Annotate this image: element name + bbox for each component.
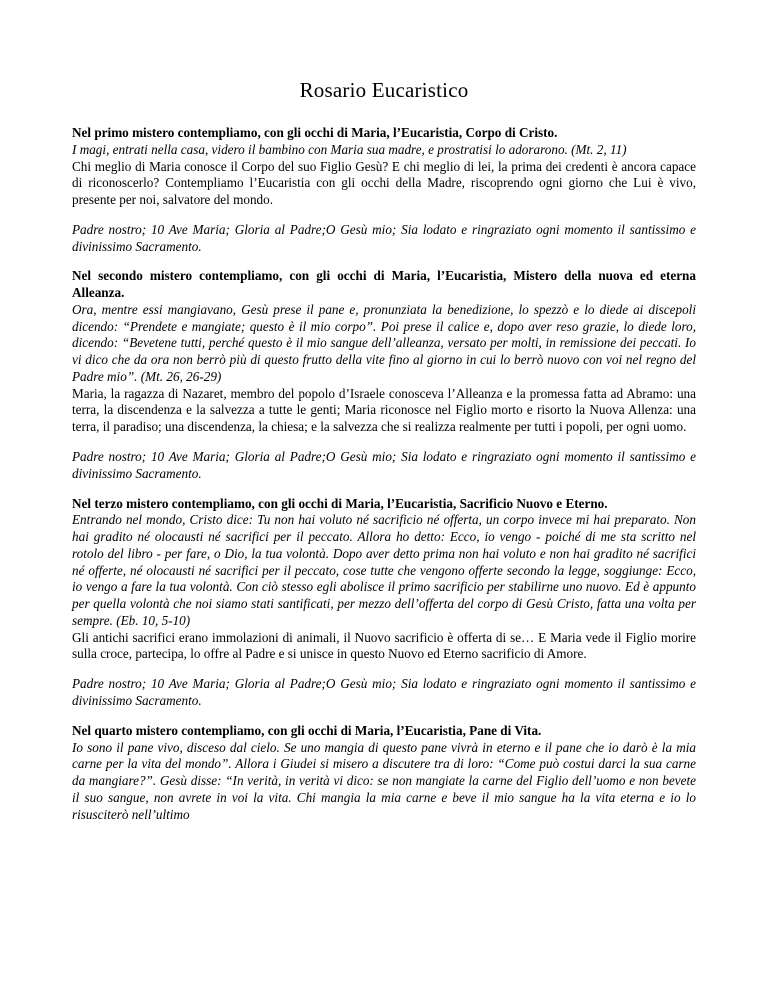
mystery-heading: Nel secondo mistero contempliamo, con gli occhi di Maria, l’Eucaristia, Mistero della nuova ed eterna Alleanza.: [72, 268, 696, 301]
mystery-section-4: [72, 723, 696, 824]
mystery-scripture: I magi, entrati nella casa, videro il bambino con Maria sua madre, e prostratisi lo adorarono. (Mt. 2, 11): [72, 141, 627, 157]
prayer-refrain: Padre nostro; 10 Ave Maria; Gloria al Padre;O Gesù mio; Sia lodato e ringraziato ogni momento il santissimo e divinissimo Sacramento.: [72, 449, 696, 481]
mystery-scripture: Ora, mentre essi mangiavano, Gesù prese il pane e, pronunziata la benedizione, lo spezzò e lo diede ai discepoli dicendo: “Prendete e mangiate; questo è il mio corpo”. Poi prese il calice e, dopo aver reso grazie, lo diede loro, dicendo: “Bevetene tutti, perché questo è il mio sangue dell’alleanza, versato per molti, in remissione dei peccati. Io vi dico che da ora non berrò più di questo frutto della vite fino al giorno in cui lo berrò nuovo con voi nel regno del Padre mio”. (Mt. 26, 26-29): [72, 301, 696, 384]
mystery-commentary: Maria, la ragazza di Nazaret, membro del popolo d’Israele conosceva l’Alleanza e la promessa fatta ad Abramo: una terra, la discendenza e la salvezza a tutte le genti; Maria riconosce nel Figlio morto e risorto la Nuova Allenza: una terra, il paradiso; una discendenza, la chiesa; e la salvezza che si realizza realmente per tutti i popoli, per ogni uomo.: [72, 385, 696, 435]
mystery-section-3: [72, 496, 696, 710]
prayer-refrain: Padre nostro; 10 Ave Maria; Gloria al Padre;O Gesù mio; Sia lodato e ringraziato ogni momento il santissimo e divinissimo Sacramento.: [72, 221, 696, 254]
prayer-refrain: Padre nostro; 10 Ave Maria; Gloria al Padre;O Gesù mio; Sia lodato e ringraziato ogni momento il santissimo e divinissimo Sacramento.: [72, 676, 696, 708]
mystery-scripture: Io sono il pane vivo, disceso dal cielo. Se uno mangia di questo pane vivrà in eterno e il pane che io darò è la mia carne per la vita del mondo”. Allora i Giudei si misero a discutere tra di loro: “Come può costui darci la sua carne da mangiare?”. Gesù disse: “In verità, in verità vi dico: se non mangiate la carne del Figlio dell’uomo e non bevete il suo sangue, non avrete in voi la vita. Chi mangia la mia carne e beve il mio sangue ha la vita eterna e io lo risusciterò nell’ultimo: [72, 739, 696, 822]
mystery-commentary: Chi meglio di Maria conosce il Corpo del suo Figlio Gesù? E chi meglio di lei, la prima dei credenti è ancora capace di riconoscerlo? Contempliamo l’Eucaristia con gli occhi della Madre, riscoprendo ogni giorno che Lui è vivo, presente per noi, salvatore del mondo.: [72, 158, 696, 208]
mystery-section-2: [72, 268, 696, 482]
mystery-heading: Nel terzo mistero contempliamo, con gli occhi di Maria, l’Eucaristia, Sacrificio Nuovo e Eterno.: [72, 495, 608, 511]
mystery-commentary: Gli antichi sacrifici erano immolazioni di animali, il Nuovo sacrificio è offerta di se… E Maria vede il Figlio morire sulla croce, partecipa, lo offre al Padre e si unisce in questo Nuovo ed Eterno sacrificio di Amore.: [72, 629, 696, 662]
mystery-heading: Nel primo mistero contempliamo, con gli occhi di Maria, l’Eucaristia, Corpo di Cristo.: [72, 125, 558, 140]
mystery-heading: Nel quarto mistero contempliamo, con gli occhi di Maria, l’Eucaristia, Pane di Vita.: [72, 722, 542, 738]
mystery-scripture: Entrando nel mondo, Cristo dice: Tu non hai voluto né sacrificio né offerta, un corpo invece mi hai preparato. Non hai gradito né olocausti né sacrifici per il peccato. Allora ho detto: Ecco, io vengo - poiché di me sta scritto nel rotolo del libro - per fare, o Dio, la tua volontà. Dopo aver detto prima non hai voluto e non hai gradito né sacrifici né offerte, né olocausti né sacrifici per il peccato, cose tutte che vengono offerte secondo la legge, soggiunge: Ecco, io vengo a fare la tua volontà. Con ciò stesso egli abolisce il primo sacrificio per stabilirne uno nuovo. Ed è appunto per quella volontà che noi siamo stati santificati, per mezzo dell’offerta del corpo di Gesù Cristo, fatta una volta per sempre. (Eb. 10, 5-10): [72, 512, 696, 628]
page-title: Rosario Eucaristico: [299, 78, 469, 102]
mystery-section-1: [72, 125, 696, 255]
